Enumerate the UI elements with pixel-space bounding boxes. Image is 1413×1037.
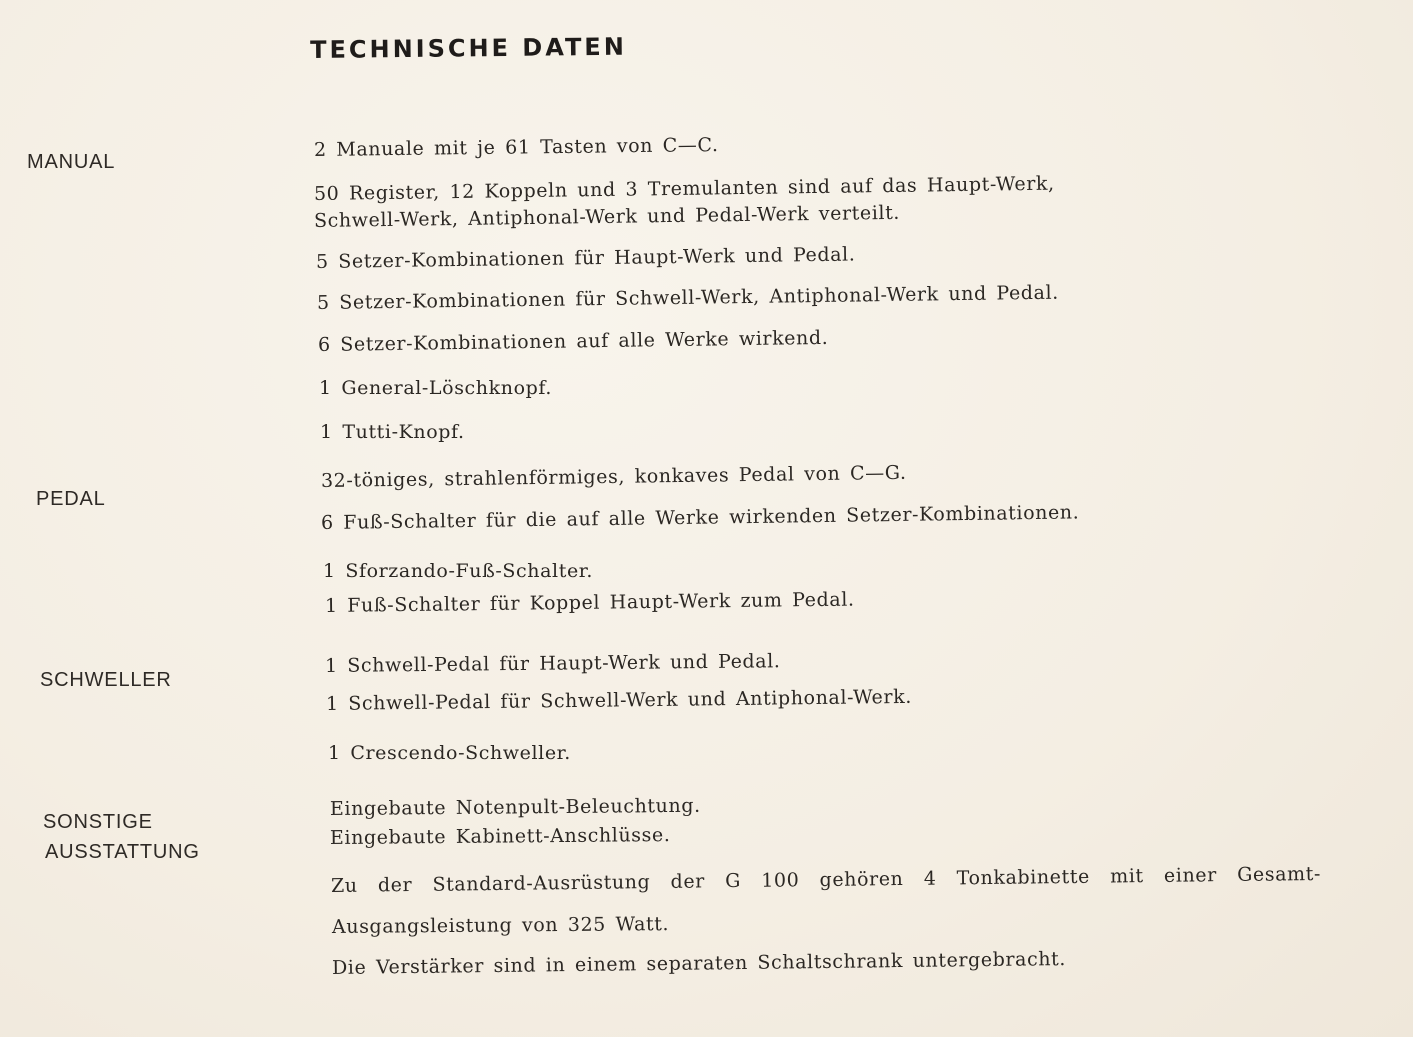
manual-line: Schwell-Werk, Antiphonal-Werk und Pedal-Werk verteilt. <box>313 201 901 232</box>
manual-line: 50 Register, 12 Koppeln und 3 Tremulanten sind auf das Haupt-Werk, <box>313 172 1055 205</box>
manual-line: 1 General-Löschknopf. <box>319 377 552 399</box>
pedal-line: 6 Fuß-Schalter für die auf alle Werke wirkenden Setzer-Kombinationen. <box>320 501 1080 534</box>
manual-line: 6 Setzer-Kombinationen auf alle Werke wirkend. <box>317 326 829 356</box>
section-label-ausstattung: AUSSTATTUNG <box>45 841 200 863</box>
schweller-line: 1 Schwell-Pedal für Schwell-Werk und Antiphonal-Werk. <box>325 685 913 715</box>
section-label-manual: MANUAL <box>27 151 116 173</box>
schweller-line: 1 Schwell-Pedal für Haupt-Werk und Pedal. <box>324 650 781 677</box>
sonstige-line: Zu der Standard-Ausrüstung der G 100 gehören 4 Tonkabinette mit einer Gesamt- <box>330 862 1322 897</box>
section-label-sonstige: SONSTIGE <box>43 811 153 833</box>
pedal-line: 1 Fuß-Schalter für Koppel Haupt-Werk zum Pedal. <box>324 588 855 617</box>
pedal-line: 32-töniges, strahlenförmiges, konkaves Pedal von C—G. <box>320 461 907 492</box>
sonstige-line: Eingebaute Kabinett-Anschlüsse. <box>329 824 671 849</box>
page-title: TECHNISCHE DATEN <box>310 32 627 64</box>
manual-line: 1 Tutti-Knopf. <box>320 421 465 443</box>
sonstige-line: Eingebaute Notenpult-Beleuchtung. <box>329 794 701 820</box>
manual-line: 2 Manuale mit je 61 Tasten von C—C. <box>313 134 719 161</box>
sonstige-line: Die Verstärker sind in einem separaten Schaltschrank untergebracht. <box>331 948 1067 979</box>
sonstige-line: Ausgangsleistung von 325 Watt. <box>331 913 670 938</box>
schweller-line: 1 Crescendo-Schweller. <box>328 742 571 764</box>
section-label-schweller: SCHWELLER <box>40 669 172 691</box>
pedal-line: 1 Sforzando-Fuß-Schalter. <box>323 560 594 582</box>
manual-line: 5 Setzer-Kombinationen für Haupt-Werk und Pedal. <box>315 243 856 273</box>
manual-line: 5 Setzer-Kombinationen für Schwell-Werk, Antiphonal-Werk und Pedal. <box>316 281 1059 314</box>
section-label-pedal: PEDAL <box>36 488 106 510</box>
